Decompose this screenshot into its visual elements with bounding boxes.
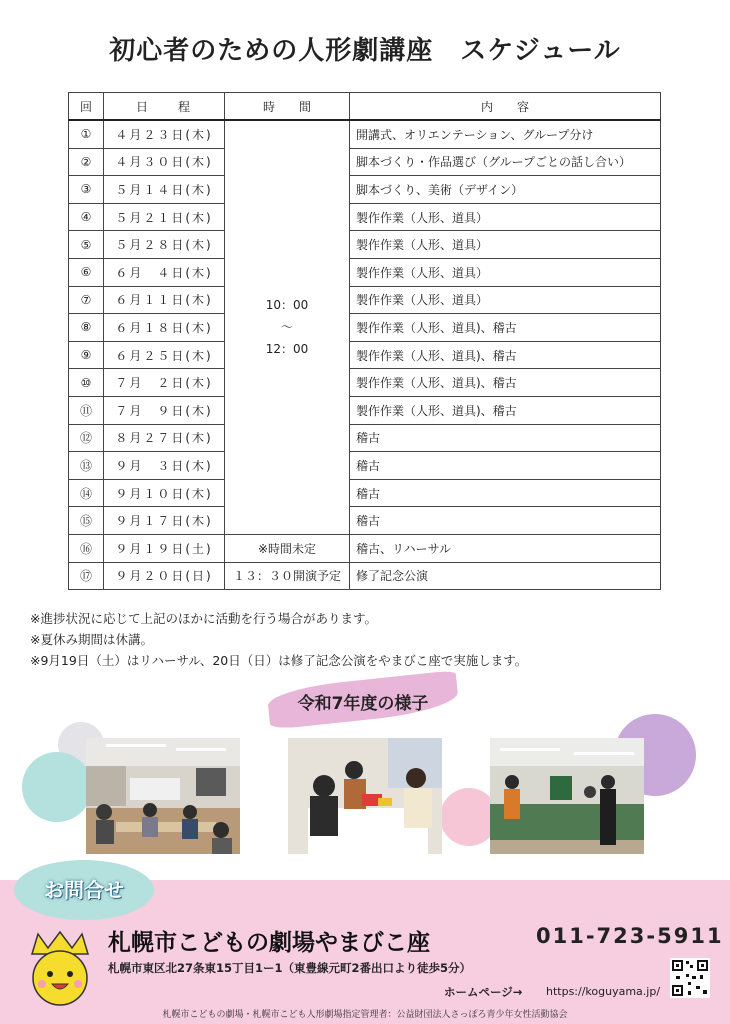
row-number: ⑦ [69,286,104,314]
header-time: 時 間 [225,93,350,121]
row-content: 稽古 [350,452,661,480]
table-row [69,562,661,590]
note-1: ※進捗状況に応じて上記のほかに活動を行う場合があります。 [30,611,377,626]
address: 札幌市東区北27条東15丁目1ー1（東豊線元町2番出口より徒歩5分） [108,961,472,975]
row-content: 製作作業（人形、道具)、稽古 [350,369,661,397]
row-content: 脚本づくり、美術（デザイン） [350,176,661,204]
row-content: 脚本づくり・作品選び（グループごとの話し合い） [350,148,661,176]
notes [30,608,527,671]
row-content: 製作作業（人形、道具)、稽古 [350,314,661,342]
row-number: ② [69,148,104,176]
row-number: ⑰ [69,562,104,590]
qr-code-icon[interactable] [670,958,710,998]
row-date: ８月２７日(木) [104,424,225,452]
row-number: ⑧ [69,314,104,342]
table-row [69,369,661,397]
table-row [69,148,661,176]
row-content: 製作作業（人形、道具） [350,258,661,286]
contact-label: お問合せ [44,878,124,902]
row-content: 製作作業（人形、道具） [350,231,661,259]
table-row [69,341,661,369]
workshop-photo-2 [288,738,442,854]
header-date: 日 程 [104,93,225,121]
homepage-link[interactable]: https://koguyama.jp/ [546,985,661,998]
row-content: 製作作業（人形、道具） [350,203,661,231]
table-row [69,479,661,507]
row-time: １３：３０開演予定 [225,562,350,590]
row-content: 製作作業（人形、道具)、稽古 [350,341,661,369]
row-number: ⑥ [69,258,104,286]
row-date: ４月３０日(木) [104,148,225,176]
row-date: ５月１４日(木) [104,176,225,204]
time-line: ～ [280,320,293,335]
row-content: 稽古、リハーサル [350,534,661,562]
row-content: 稽古 [350,424,661,452]
decorative-blob [22,752,92,822]
workshop-photo-3 [490,738,644,854]
table-row [69,314,661,342]
time-line: 10：00 [265,298,309,313]
row-date: ５月２８日(木) [104,231,225,259]
header-content: 内 容 [350,93,661,121]
photos-heading: 令和7年度の様子 [297,694,429,714]
row-number: ⑪ [69,396,104,424]
table-row [69,396,661,424]
row-number: ⑬ [69,452,104,480]
row-date: ６月 ４日(木) [104,258,225,286]
table-row [69,120,661,148]
mascot-icon [22,930,98,1010]
row-date: ９月１０日(木) [104,479,225,507]
table-header-row [69,93,661,121]
row-content: 修了記念公演 [350,562,661,590]
time-line: 12：00 [265,342,309,357]
row-date: ４月２３日(木) [104,120,225,148]
row-number: ⑤ [69,231,104,259]
table-row [69,424,661,452]
row-time: ※時間未定 [225,534,350,562]
row-number: ⑩ [69,369,104,397]
row-number: ⑭ [69,479,104,507]
row-number: ① [69,120,104,148]
row-date: ５月２１日(木) [104,203,225,231]
table-row [69,534,661,562]
row-content: 製作作業（人形、道具） [350,286,661,314]
row-date: ６月２５日(木) [104,341,225,369]
row-time-merged [225,120,350,534]
row-date: ９月２０日(日) [104,562,225,590]
note-2: ※夏休み期間は休講。 [30,632,153,647]
table-row [69,258,661,286]
row-content: 製作作業（人形、道具)、稽古 [350,396,661,424]
table-row [69,452,661,480]
row-date: ６月１１日(木) [104,286,225,314]
row-date: ７月 ２日(木) [104,369,225,397]
row-date: ９月 ３日(木) [104,452,225,480]
table-row [69,286,661,314]
note-3: ※9月19日（土）はリハーサル、20日（日）は修了記念公演をやまびこ座で実施します。 [30,653,528,668]
homepage-label: ホームページ→ [444,985,523,999]
row-number: ⑫ [69,424,104,452]
workshop-photo-1 [86,738,240,854]
row-date: ７月 ９日(木) [104,396,225,424]
row-number: ⑨ [69,341,104,369]
row-number: ⑮ [69,507,104,535]
row-content: 稽古 [350,479,661,507]
row-date: ９月１７日(木) [104,507,225,535]
row-number: ④ [69,203,104,231]
header-number: 回 [69,93,104,121]
row-number: ③ [69,176,104,204]
credit-line: 札幌市こどもの劇場・札幌市こども人形劇場指定管理者：公益財団法人さっぽろ青少年女性活動協会 [162,1010,568,1020]
table-row [69,203,661,231]
table-row [69,176,661,204]
row-date: ９月１９日(土) [104,534,225,562]
row-content: 稽古 [350,507,661,535]
organization-name: 札幌市こどもの劇場やまびこ座 [108,930,430,956]
table-row [69,231,661,259]
schedule-table [68,92,661,590]
row-number: ⑯ [69,534,104,562]
table-row [69,507,661,535]
phone-number[interactable]: 011-723-5911 [536,924,724,948]
row-date: ６月１８日(木) [104,314,225,342]
page-title: 初心者のための人形劇講座 スケジュール [109,36,621,66]
row-content: 開講式、オリエンテーション、グループ分け [350,120,661,148]
